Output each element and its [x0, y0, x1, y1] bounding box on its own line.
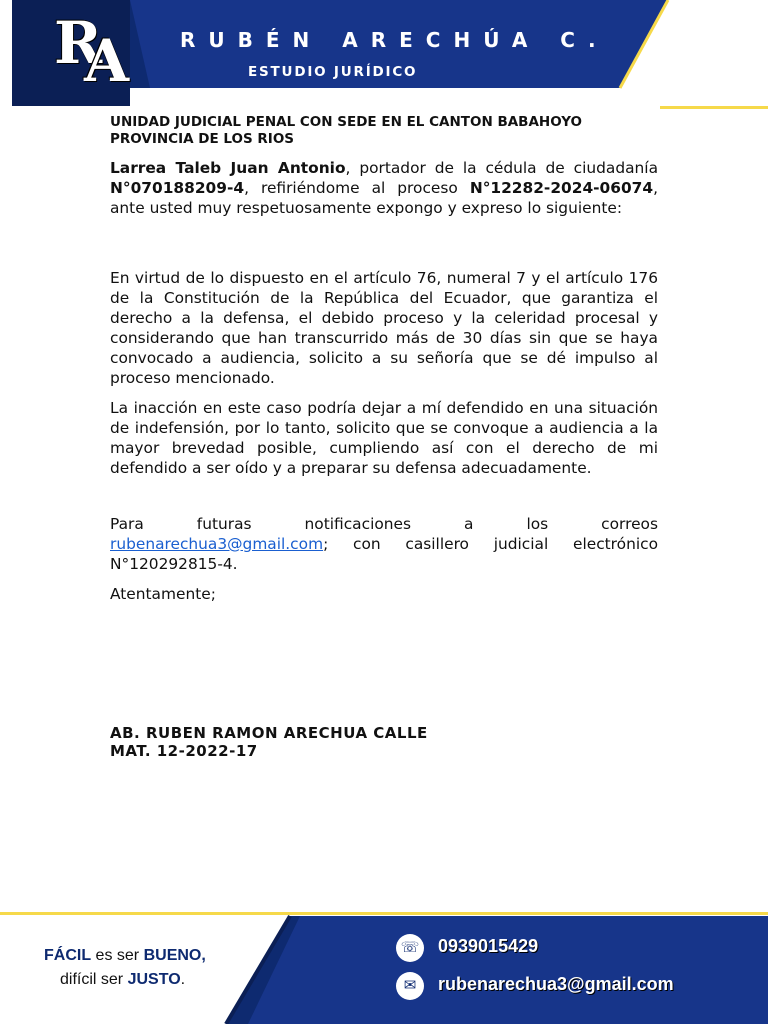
intro-paragraph: Larrea Taleb Juan Antonio, portador de la cédula de ciudadanía N°070188209-4, refiriéndome al proceso N°12282-2024-06074, ante usted muy respetuosamente expongo y expreso lo siguiente:	[110, 159, 658, 217]
slogan: FÁCIL es ser BUENO, difícil ser JUSTO.	[44, 947, 206, 988]
email-link[interactable]: rubenarechua3@gmail.com	[110, 535, 324, 553]
signature-name: AB. RUBEN RAMON ARECHUA CALLE	[110, 724, 428, 742]
letter-body	[110, 114, 658, 604]
logo: R A	[54, 9, 130, 95]
closing: Atentamente;	[110, 585, 216, 603]
client-name: Larrea Taleb Juan Antonio	[110, 159, 346, 177]
addressee-line: UNIDAD JUDICIAL PENAL CON SEDE EN EL CANTON BABAHOYO	[110, 114, 582, 130]
letterhead-header	[0, 0, 768, 110]
brand-name: RUBÉN ARECHÚA C.	[180, 28, 609, 52]
header-accent-line	[660, 106, 768, 109]
legal-basis-paragraph: En virtud de lo dispuesto en el artículo 76, numeral 7 y el artículo 176 de la Constitución de la República del Ecuador, que garantiza el derecho a la defensa, el debido proceso y la celeridad procesal y considerando que han transcurrido más de 30 días sin que se haya convocado a audiencia, solicito a su señoría que se dé impulso al proceso mencionado.	[110, 269, 658, 387]
footer-email[interactable]: rubenarechua3@gmail.com	[438, 974, 674, 994]
process-number: N°12282-2024-06074	[469, 179, 654, 197]
signature-block	[110, 724, 428, 760]
brand-subtitle: ESTUDIO JURÍDICO	[248, 64, 418, 80]
addressee-line: PROVINCIA DE LOS RIOS	[110, 131, 295, 147]
mail-icon: ✉	[396, 972, 424, 1000]
phone-number: 0939015429	[438, 936, 539, 956]
addressee	[110, 114, 658, 148]
request-paragraph: La inacción en este caso podría dejar a mí defendido en una situación de indefensión, por lo tanto, solicito que se convoque a audiencia a la mayor brevedad posible, cumpliendo así con el derecho de mi defendido a ser oído y a preparar su defensa adecuadamente.	[110, 399, 658, 477]
signature-registration: MAT. 12-2022-17	[110, 742, 258, 760]
notifications-paragraph: Para futuras notificaciones a los correos rubenarechua3@gmail.com; con casillero judicial electrónico N°120292815-4.	[110, 515, 658, 573]
cedula-number: N°070188209-4	[110, 179, 245, 197]
letterhead-footer	[0, 908, 768, 1024]
phone-icon: ☏	[396, 934, 424, 962]
